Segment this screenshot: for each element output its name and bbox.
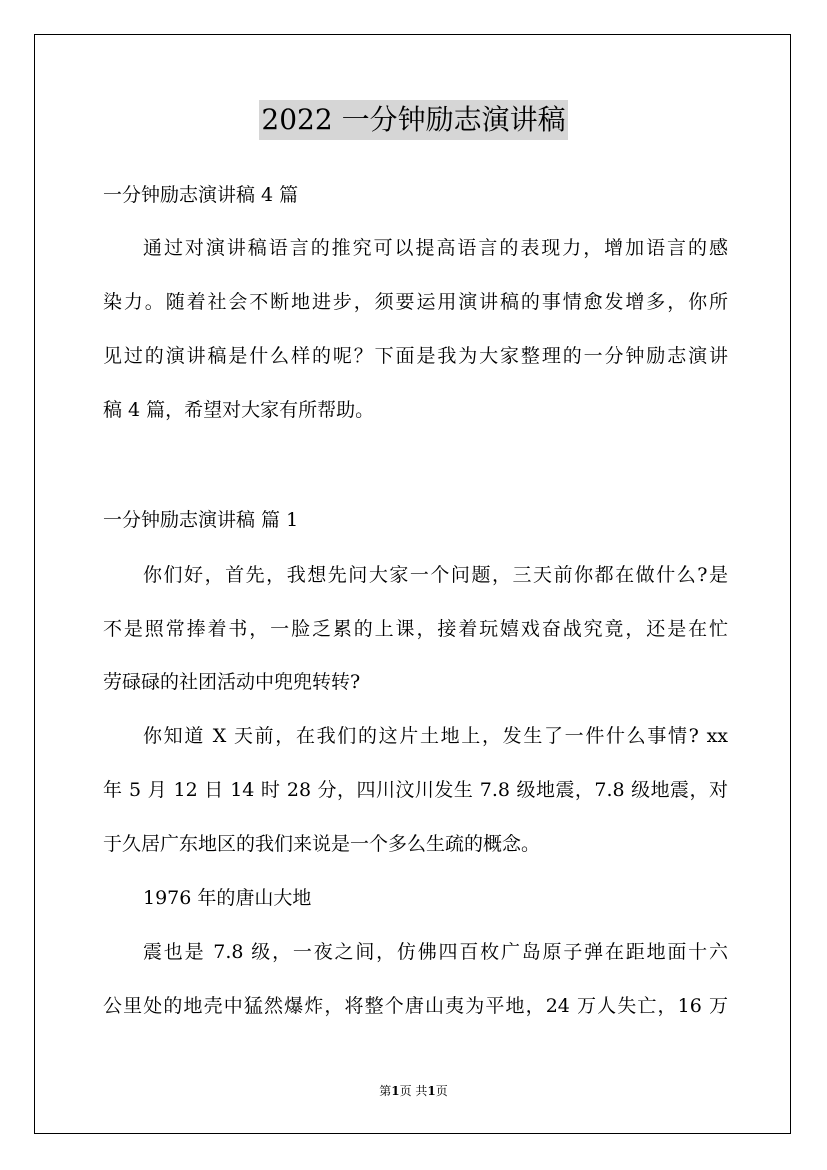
intro-line: 稿 4 篇，希望对大家有所帮助。 bbox=[103, 399, 375, 421]
section-heading: 一分钟励志演讲稿 篇 1 bbox=[103, 509, 299, 531]
paragraph-line: 劳碌碌的社团活动中兜兜转转? bbox=[103, 671, 361, 693]
page-number: 1 bbox=[391, 1084, 400, 1098]
document-title: 2022 一分钟励志演讲稿 bbox=[259, 100, 567, 140]
paragraph-line: 不是照常捧着书，一脸乏累的上课，接着玩嬉戏奋战究竟，还是在忙 bbox=[103, 618, 728, 640]
footer-prefix: 第 bbox=[379, 1084, 392, 1098]
paragraph-line: 你知道 X 天前，在我们的这片土地上，发生了一件什么事情? xx bbox=[143, 725, 728, 747]
paragraph-line: 年 5 月 12 日 14 时 28 分，四川汶川发生 7.8 级地震，7.8 级地震，对 bbox=[103, 779, 728, 801]
paragraph-line: 公里处的地壳中猛然爆炸，将整个唐山夷为平地，24 万人失亡，16 万 bbox=[103, 995, 728, 1017]
intro-line: 通过对演讲稿语言的推究可以提高语言的表现力，增加语言的感 bbox=[143, 237, 728, 259]
title-container bbox=[0, 100, 827, 140]
page-footer bbox=[0, 1083, 827, 1099]
document-subtitle: 一分钟励志演讲稿 4 篇 bbox=[103, 184, 299, 206]
total-pages: 1 bbox=[427, 1084, 436, 1098]
intro-line: 见过的演讲稿是什么样的呢？下面是我为大家整理的一分钟励志演讲 bbox=[103, 345, 728, 367]
intro-line: 染力。随着社会不断地进步，须要运用演讲稿的事情愈发增多，你所 bbox=[103, 291, 728, 313]
paragraph-line: 于久居广东地区的我们来说是一个多么生疏的概念。 bbox=[103, 833, 541, 855]
footer-mid: 页 共 bbox=[399, 1084, 428, 1098]
footer-suffix: 页 bbox=[435, 1084, 448, 1098]
paragraph-line: 震也是 7.8 级，一夜之间，仿佛四百枚广岛原子弹在距地面十六 bbox=[143, 941, 728, 963]
paragraph-line: 1976 年的唐山大地 bbox=[143, 887, 312, 909]
paragraph-line: 你们好，首先，我想先问大家一个问题，三天前你都在做什么?是 bbox=[143, 564, 728, 586]
